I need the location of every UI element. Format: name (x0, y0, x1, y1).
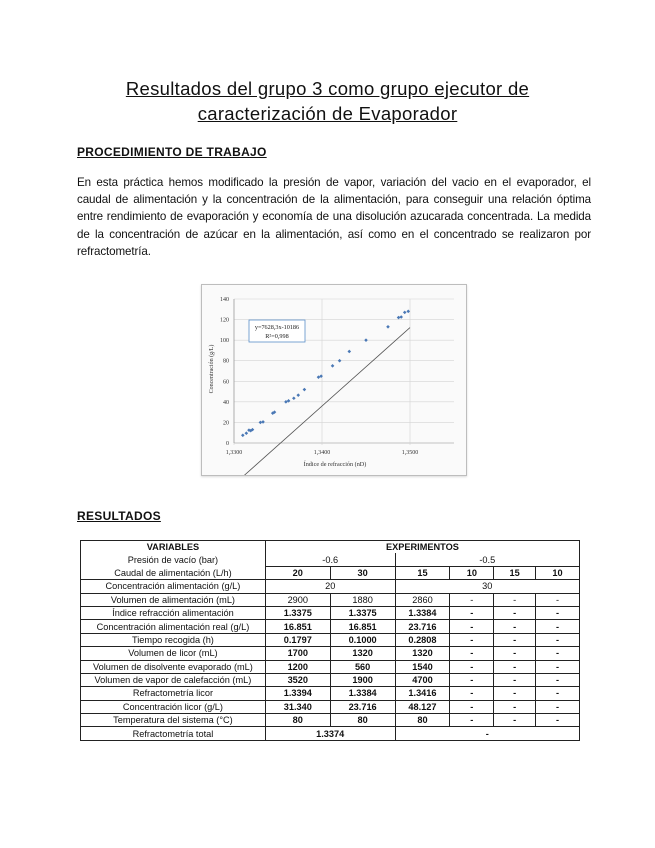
row-value: - (450, 700, 494, 713)
y-tick-labels (220, 297, 229, 447)
row-value: 16.851 (265, 620, 330, 633)
flow-value: 10 (450, 566, 494, 579)
row-label: Concentración alimentación real (g/L) (81, 620, 266, 633)
r-squared: R²=0,998 (265, 333, 289, 340)
table-row (81, 660, 580, 673)
row-value: 1700 (265, 647, 330, 660)
row-label: Volumen de disolvente evaporado (mL) (81, 660, 266, 673)
row-value: - (450, 620, 494, 633)
row-value: - (494, 593, 536, 606)
y-tick-label: 80 (223, 358, 229, 365)
row-value: 80 (330, 714, 395, 727)
row-value: - (494, 673, 536, 686)
header-variables: VARIABLES (81, 541, 266, 554)
row-value: - (536, 673, 580, 686)
row-value: - (536, 633, 580, 646)
flow-value: 20 (265, 566, 330, 579)
x-axis-label: Índice de refracción (nD) (303, 461, 367, 468)
data-point (245, 431, 249, 435)
row-value: 1320 (395, 647, 450, 660)
row-value: 1540 (395, 660, 450, 673)
row-value: - (536, 660, 580, 673)
row-value: - (494, 700, 536, 713)
row-value: 80 (265, 714, 330, 727)
table-row (81, 647, 580, 660)
row-value: 48.127 (395, 700, 450, 713)
row-value: - (536, 620, 580, 633)
row-value: 31.340 (265, 700, 330, 713)
table-row (81, 541, 580, 554)
row-value: - (494, 687, 536, 700)
x-tick-label: 1,3300 (225, 450, 243, 456)
calibration-chart (201, 284, 467, 476)
row-value: 4700 (395, 673, 450, 686)
y-tick-label: 20 (223, 420, 229, 427)
row-value: 3520 (265, 673, 330, 686)
row-value: 23.716 (395, 620, 450, 633)
data-point (347, 350, 351, 354)
table-row (81, 700, 580, 713)
row-value: 2860 (395, 593, 450, 606)
y-tick-label: 140 (220, 297, 229, 303)
data-point (292, 396, 296, 400)
row-value: - (450, 687, 494, 700)
data-point (397, 316, 401, 320)
chart-canvas (202, 285, 466, 475)
conc-label: Concentración alimentación (g/L) (81, 580, 266, 593)
section-heading-procedure: PROCEDIMIENTO DE TRABAJO (77, 145, 267, 159)
row-value: - (450, 714, 494, 727)
table-row (81, 566, 580, 579)
row-label: Concentración licor (g/L) (81, 700, 266, 713)
row-value: 1200 (265, 660, 330, 673)
data-point (403, 311, 407, 315)
row-label: Tiempo recogida (h) (81, 633, 266, 646)
row-value: - (536, 606, 580, 619)
last-row-value-1: 1.3374 (265, 727, 395, 740)
table-row (81, 673, 580, 686)
row-value: 0.1000 (330, 633, 395, 646)
row-label: Refractometría licor (81, 687, 266, 700)
last-row-label: Refractometría total (81, 727, 266, 740)
data-point (331, 364, 335, 368)
row-value: 1.3416 (395, 687, 450, 700)
row-value: - (536, 647, 580, 660)
row-label: Índice refracción alimentación (81, 606, 266, 619)
y-tick-label: 100 (220, 338, 229, 345)
row-label: Volumen de licor (mL) (81, 647, 266, 660)
last-row-value-2: - (395, 727, 579, 740)
row-value: - (536, 687, 580, 700)
table-row (81, 553, 580, 566)
y-axis-label: Concentración (g/L) (209, 344, 215, 394)
row-value: 0.2808 (395, 633, 450, 646)
row-value: - (536, 700, 580, 713)
row-label: Temperatura del sistema (°C) (81, 714, 266, 727)
row-value: - (494, 633, 536, 646)
results-table (80, 540, 580, 741)
data-point (259, 421, 263, 425)
row-value: 1.3375 (265, 606, 330, 619)
row-value: - (450, 633, 494, 646)
row-label: Volumen de alimentación (mL) (81, 593, 266, 606)
row-value: - (450, 660, 494, 673)
pressure-value-1: -0.6 (265, 553, 395, 566)
flow-value: 30 (330, 566, 395, 579)
row-value: 1900 (330, 673, 395, 686)
data-point (364, 338, 368, 342)
title-line-1: Resultados del grupo 3 como grupo ejecutor de (125, 78, 530, 99)
pressure-value-2: -0.5 (395, 553, 579, 566)
row-value: - (450, 647, 494, 660)
row-value: 1880 (330, 593, 395, 606)
row-value: - (494, 606, 536, 619)
row-value: - (450, 606, 494, 619)
x-tick-labels (226, 450, 419, 456)
data-point (406, 310, 410, 314)
row-value: - (536, 593, 580, 606)
y-tick-label: 60 (223, 379, 229, 386)
x-tick-label: 1,3500 (401, 450, 419, 456)
table-row (81, 714, 580, 727)
row-value: 560 (330, 660, 395, 673)
table-row (81, 687, 580, 700)
flow-value: 10 (536, 566, 580, 579)
table-row (81, 606, 580, 619)
row-value: - (494, 660, 536, 673)
table-row (81, 727, 580, 740)
row-value: 1.3375 (330, 606, 395, 619)
table-row (81, 620, 580, 633)
row-value: 1.3384 (330, 687, 395, 700)
data-point (261, 420, 265, 424)
procedure-paragraph: En esta práctica hemos modificado la presión de vapor, variación del vacio en el evaporador, el caudal de alimentación y la concentración de la alimentación, para conseguir una relación óptima entre rendimiento de evaporación y economía de una disolución azucarada concentrada. La medida de la concentración de azúcar en la alimentación, así como en el concentrado se realizaron por refractometría. (77, 176, 591, 258)
row-value: - (450, 593, 494, 606)
row-value: 80 (395, 714, 450, 727)
pressure-label: Presión de vacío (bar) (81, 553, 266, 566)
conc-value-1: 20 (265, 580, 395, 593)
row-value: 1.3384 (395, 606, 450, 619)
row-label: Volumen de vapor de calefacción (mL) (81, 673, 266, 686)
y-tick-label: 0 (226, 441, 229, 447)
data-point (386, 325, 390, 329)
flow-value: 15 (494, 566, 536, 579)
row-value: 16.851 (330, 620, 395, 633)
section-heading-results: RESULTADOS (77, 509, 161, 523)
table-row (81, 633, 580, 646)
data-point (338, 359, 342, 363)
header-experiments: EXPERIMENTOS (265, 541, 579, 554)
y-tick-label: 40 (223, 399, 229, 406)
data-point (296, 393, 300, 397)
data-point (399, 315, 403, 319)
row-value: 23.716 (330, 700, 395, 713)
row-value: 1.3394 (265, 687, 330, 700)
trendline-equation: y=7628,3x-10186 (254, 324, 300, 331)
row-value: - (494, 620, 536, 633)
flow-label: Caudal de alimentación (L/h) (81, 566, 266, 579)
x-tick-label: 1,3400 (313, 450, 331, 456)
title-line-2: caracterización de Evaporador (197, 103, 458, 124)
data-point (241, 433, 245, 437)
y-tick-label: 120 (220, 317, 229, 324)
row-value: - (494, 714, 536, 727)
conc-value-2: 30 (395, 580, 579, 593)
table-row (81, 580, 580, 593)
row-value: 1320 (330, 647, 395, 660)
row-value: - (536, 714, 580, 727)
row-value: 0.1797 (265, 633, 330, 646)
data-point (303, 388, 307, 392)
row-value: 2900 (265, 593, 330, 606)
row-value: - (450, 673, 494, 686)
flow-value: 15 (395, 566, 450, 579)
table-row (81, 593, 580, 606)
row-value: - (494, 647, 536, 660)
